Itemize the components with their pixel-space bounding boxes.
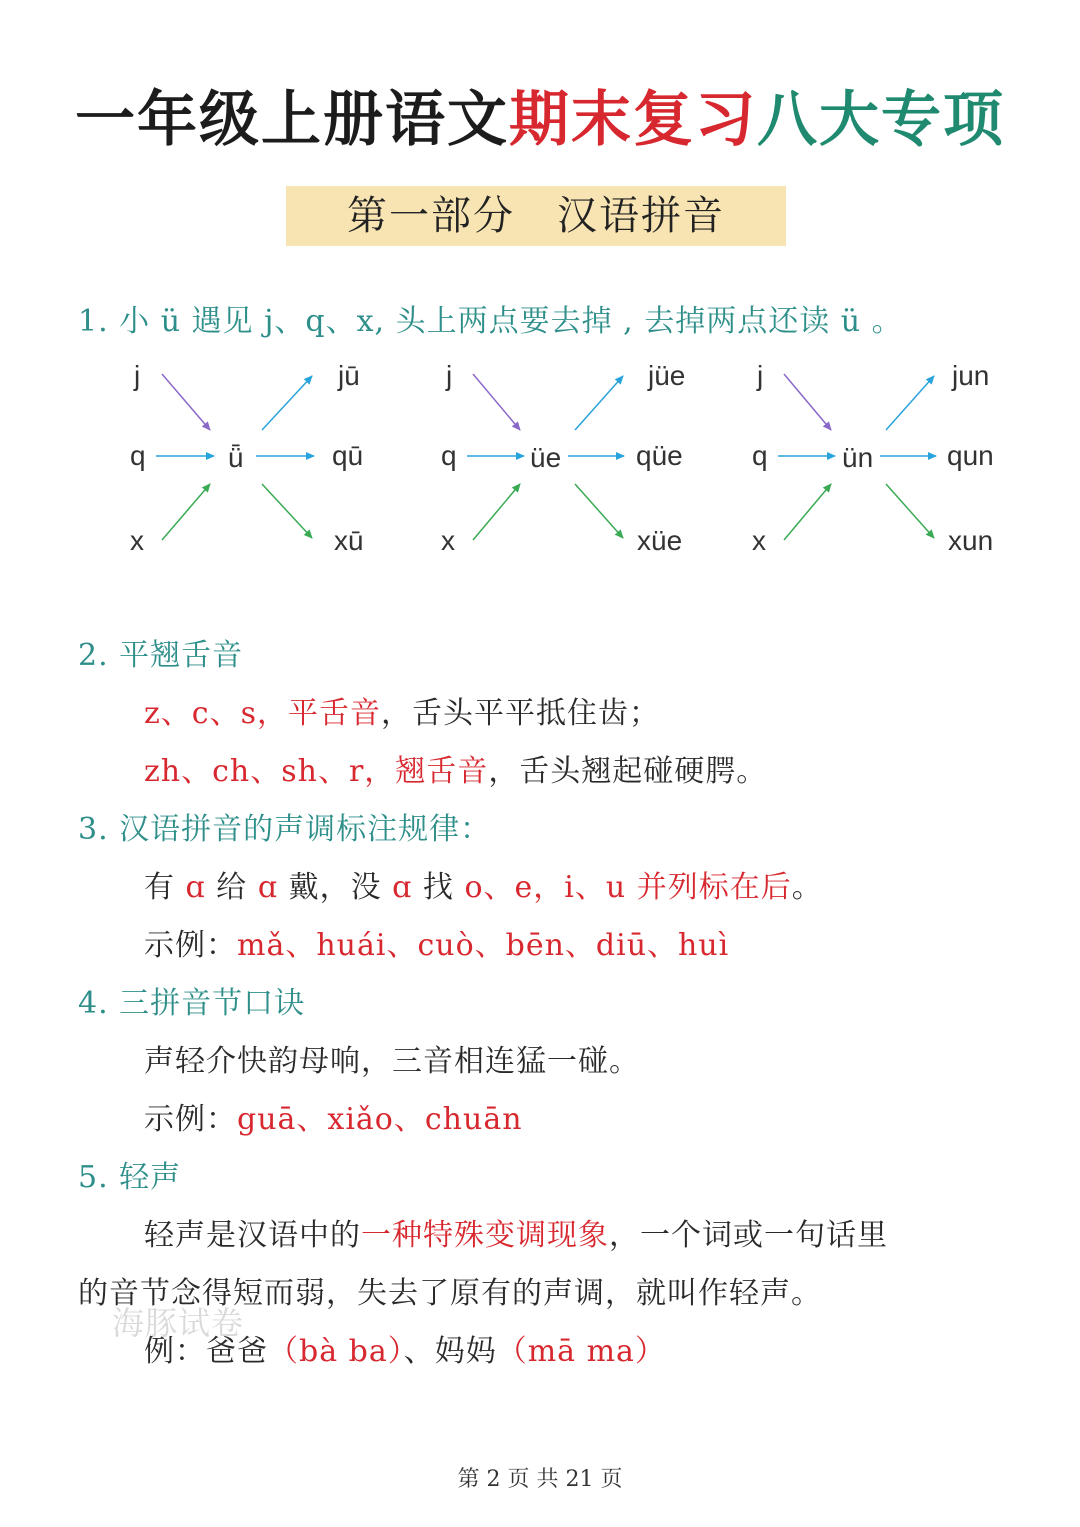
g1-left-j: j (134, 360, 141, 391)
item5-heading: 5. 轻声 (78, 1160, 182, 1195)
g1-arrow-xu (262, 484, 312, 538)
section-title: 第一部分 汉语拼音 (286, 186, 786, 246)
g1-right-xu: xū (334, 525, 364, 556)
g3-right-xun: xun (948, 525, 994, 556)
g3-center: ün (842, 442, 874, 473)
g1-left-x: x (130, 525, 144, 556)
g3-left-q: q (752, 440, 768, 471)
g2-left-q: q (441, 440, 457, 471)
g2-center: üe (530, 442, 562, 473)
item5-example-1: （bà ba） (268, 1334, 404, 1369)
rule-red-3: ɑ (392, 870, 413, 905)
title-part1: 一年级上册语文 (75, 85, 509, 155)
rule-text-4: 找 (412, 870, 465, 905)
page-footer: 第 2 页 共 21 页 (457, 1467, 623, 1492)
g2-arrow-jue (575, 376, 623, 430)
item5-p1: 轻声是汉语中的 (144, 1218, 361, 1253)
g1-arrow-j (162, 374, 210, 430)
item2-heading: 2. 平翘舌音 (78, 638, 244, 673)
rule-text-1: 有 (144, 870, 186, 905)
item4-example (144, 1094, 523, 1138)
item2-line1-rest: ，舌头平平抵住齿； (381, 696, 661, 731)
rule-text-3: 戴，没 (278, 870, 393, 905)
rule-red-2: ɑ (257, 870, 279, 905)
item5-example-mid: 、妈妈 (403, 1334, 497, 1369)
rule-text-5: 。 (791, 870, 823, 905)
page-title (0, 72, 1080, 158)
item3-example-value: mǎ、huái、cuò、bēn、diū、huì (237, 928, 730, 963)
g3-right-qun: qun (947, 440, 994, 471)
diagram-group-2 (441, 360, 685, 556)
g2-right-xue: xüe (637, 525, 683, 556)
g2-arrow-x (473, 484, 520, 540)
g2-right-que: qüe (636, 440, 683, 471)
g3-right-jun: jun (952, 360, 990, 391)
title-part2: 期末复习 (509, 85, 757, 155)
item5-example-label: 例：爸爸 (144, 1334, 268, 1369)
item5-p1-end: ，一个词或一句话里 (609, 1218, 888, 1253)
rule-text-2: 给 (205, 870, 258, 905)
item5-example-2: （mā ma） (496, 1334, 666, 1369)
g1-right-qu: qū (332, 440, 364, 471)
g3-arrow-jun (886, 376, 934, 430)
g1-arrow-ju (262, 376, 312, 430)
item4-example-label: 示例： (144, 1102, 237, 1137)
g3-left-x: x (752, 525, 766, 556)
g2-left-x: x (441, 525, 455, 556)
diagram-group-1 (130, 360, 364, 556)
item5-p1-red: 一种特殊变调现象 (361, 1218, 609, 1253)
g1-arrow-x (162, 484, 210, 540)
pinyin-u-diagram (0, 350, 1080, 570)
g3-arrow-x (784, 484, 831, 540)
rule-red-1: ɑ (185, 870, 206, 905)
g1-center: ǖ (228, 442, 244, 473)
item4-example-value: guā、xiǎo、chuān (237, 1102, 523, 1137)
rule-red-4: o、e，i、u 并列标在后 (464, 870, 792, 905)
g1-right-ju: jū (338, 360, 360, 391)
item4-heading: 4. 三拼音节口诀 (78, 986, 306, 1021)
g2-arrow-xue (575, 484, 623, 538)
item2-line1 (144, 688, 660, 732)
g2-left-j: j (446, 360, 453, 391)
item3-heading: 3. 汉语拼音的声调标注规律： (78, 812, 492, 847)
item3-example-label: 示例： (144, 928, 237, 963)
item3-example (144, 920, 729, 964)
diagram-group-3 (752, 360, 994, 556)
item5-paragraph-line2: 的音节念得短而弱，失去了原有的声调，就叫作轻声。 (78, 1276, 822, 1311)
watermark: 海豚试卷 (112, 1304, 245, 1342)
item2-line1-red: z、c、s，平舌音 (144, 696, 382, 731)
item2-line2-rest: ，舌头翘起碰硬腭。 (488, 754, 768, 789)
item2-line2 (144, 746, 767, 790)
g2-right-jue: jüe (648, 360, 686, 391)
g1-left-q: q (130, 440, 146, 471)
item3-rule (144, 862, 823, 906)
title-part3: 八大专项 (757, 85, 1005, 155)
item2-line2-red: zh、ch、sh、r，翘舌音 (144, 754, 489, 789)
item4-rule: 声轻介快韵母响，三音相连猛一碰。 (144, 1044, 640, 1079)
g3-arrow-j (784, 374, 831, 430)
g2-arrow-j (473, 374, 520, 430)
item5-paragraph-line1 (144, 1210, 888, 1254)
g3-arrow-xun (886, 484, 934, 538)
item1-heading: 1. 小 ü 遇见 j、q、x, 头上两点要去掉 , 去掉两点还读 ü 。 (78, 304, 903, 339)
g3-left-j: j (757, 360, 764, 391)
